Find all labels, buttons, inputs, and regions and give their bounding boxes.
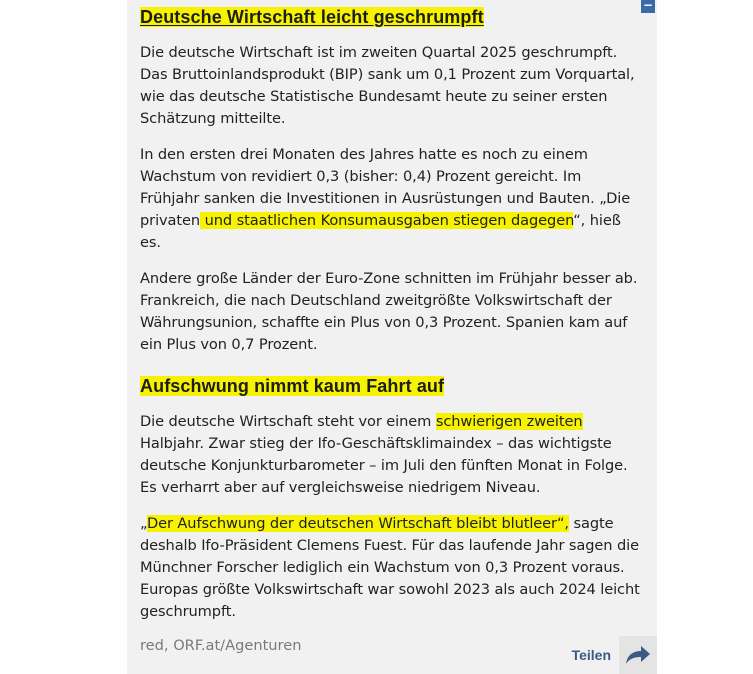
paragraph-4-highlight: schwierigen zweiten (435, 413, 583, 430)
paragraph-4 (140, 411, 641, 499)
paragraph-5-end: sagte deshalb Ifo-Präsident Clemens Fuest. Für das laufende Jahr sagen die Münchner Forscher lediglich ein Wachstum von 0,3 Prozent voraus. Europas größte Volkswirtschaft war sowohl 2023 als auch 2024 leicht geschrumpft. (140, 515, 640, 620)
section-title-2 (140, 375, 641, 397)
share-label[interactable]: Teilen (571, 647, 611, 663)
paragraph-2-start: In den ersten drei Monaten des Jahres hatte es noch zu einem Wachstum von revidiert 0,3 (bisher: 0,4) Prozent gereicht. Im Frühjahr sanken die Investitionen in Ausrüstungen und Bauten. „Die privaten (140, 146, 631, 229)
paragraph-2-end: “, hieß es. (140, 212, 621, 251)
share-button[interactable] (572, 636, 657, 674)
share-arrow-icon[interactable] (619, 636, 657, 674)
section-title-2-text: Aufschwung nimmt kaum Fahrt auf (140, 376, 445, 396)
source-credit: red, ORF.at/Agenturen (140, 637, 302, 654)
paragraph-4-end: Halbjahr. Zwar stieg der Ifo-Geschäftsklimaindex – das wichtigste deutsche Konjunkturbarometer – im Juli den fünften Monat in Folge. Es verharrt aber auf vergleichsweise niedrigem Niveau. (140, 435, 628, 496)
paragraph-2 (140, 144, 641, 254)
paragraph-4-start: Die deutsche Wirtschaft steht vor einem (140, 413, 436, 430)
paragraph-1: Die deutsche Wirtschaft ist im zweiten Quartal 2025 geschrumpft. Das Bruttoinlandsprodukt (BIP) sank um 0,1 Prozent zum Vorquartal, wie das deutsche Statistische Bundesamt heute zu seiner ersten Schätzung mitteilte. (140, 44, 635, 127)
paragraph-5 (140, 513, 641, 623)
paragraph-5-highlight: Der Aufschwung der deutschen Wirtschaft bleibt blutleer“, (146, 515, 569, 532)
paragraph-2-highlight: und staatlichen Konsumausgaben stiegen dagegen (200, 212, 574, 229)
article-container (127, 0, 657, 674)
paragraph-3: Andere große Länder der Euro-Zone schnitten im Frühjahr besser ab. Frankreich, die nach Deutschland zweitgrößte Volkswirtschaft der Währungsunion, schaffte ein Plus von 0,3 Prozent. Spanien kam auf ein Plus von 0,7 Prozent. (140, 270, 638, 353)
section-title-1 (140, 6, 641, 28)
collapse-button[interactable]: − (642, 0, 654, 12)
paragraph-5-start: „ (140, 515, 147, 532)
section-title-1-text: Deutsche Wirtschaft leicht geschrumpft (140, 7, 484, 27)
